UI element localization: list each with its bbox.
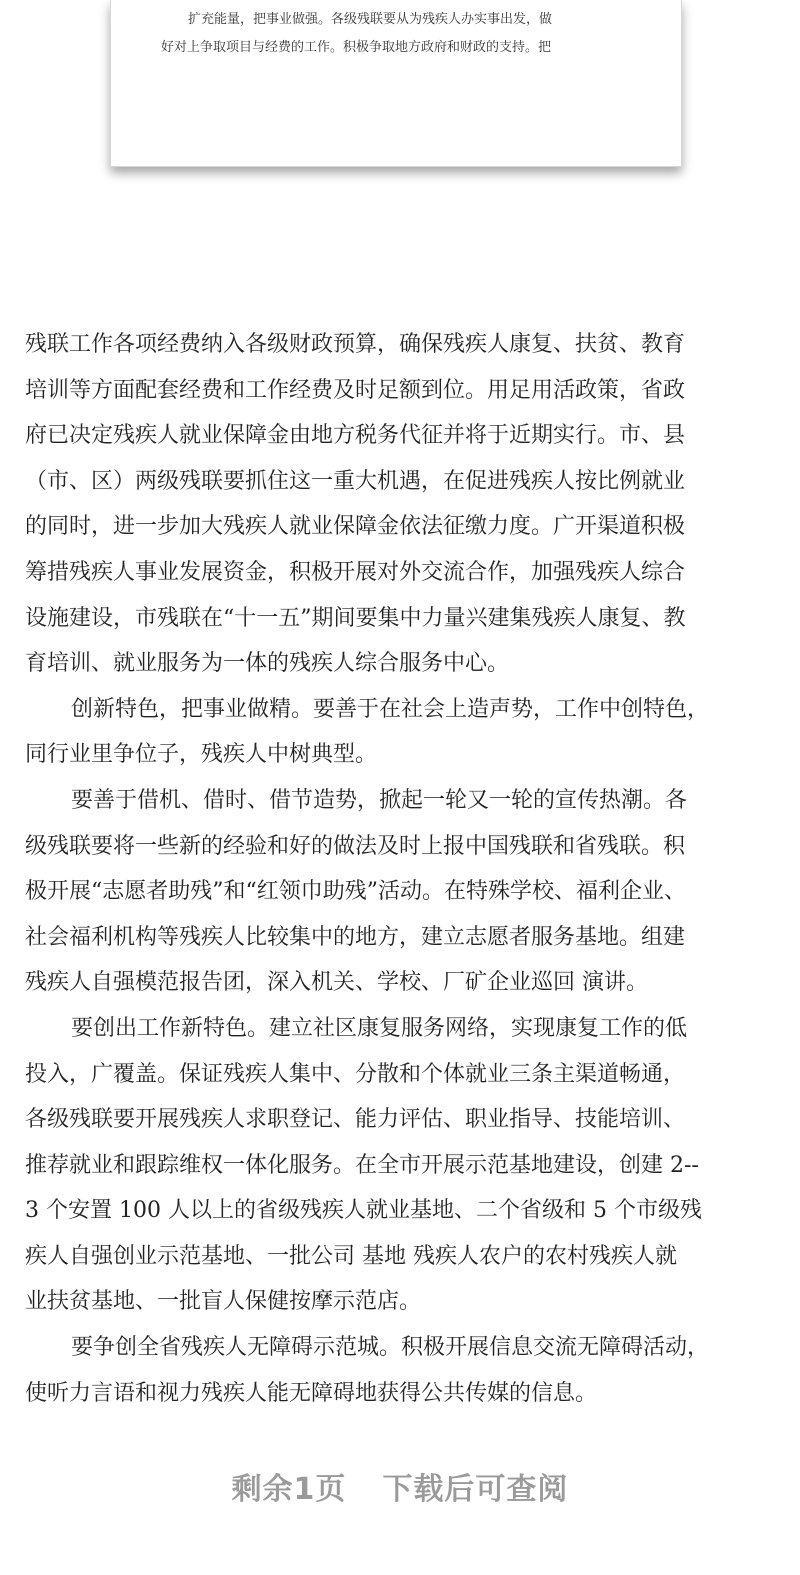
body-line: 培训等方面配套经费和工作经费及时足额到位。用足用活政策，省政 <box>25 377 686 403</box>
body-line: 筹措残疾人事业发展资金，积极开展对外交流合作，加强残疾人综合 <box>25 559 686 585</box>
body-line: （市、区）两级残联要抓住这一重大机遇，在促进残疾人按比例就业 <box>25 468 686 494</box>
preview-page-card <box>110 0 682 167</box>
body-line: 业扶贫基地、一批盲人保健按摩示范店。 <box>25 1289 422 1315</box>
download-to-view-text[interactable]: 下载后可查阅 <box>382 1472 569 1507</box>
body-line: 极开展“志愿者助残”和“红领巾助残”活动。在特殊学校、福利企业、 <box>25 879 686 905</box>
body-line: 推荐就业和跟踪维权一体化服务。在全市开展示范基地建设，创建 2-- <box>25 1152 699 1178</box>
download-prompt[interactable] <box>0 1464 800 1508</box>
body-line: 社会福利机构等残疾人比较集中的地方，建立志愿者服务基地。组建 <box>25 924 686 950</box>
body-line: 疾人自强创业示范基地、一批公司 基地 残疾人农户的农村残疾人就 <box>25 1243 677 1269</box>
body-line: 各级残联要开展残疾人求职登记、能力评估、职业指导、技能培训、 <box>25 1107 686 1133</box>
body-line: 3 个安置 100 人以上的省级残疾人就业基地、二个省级和 5 个市级残 <box>25 1198 702 1224</box>
body-line: 投入，广覆盖。保证残疾人集中、分散和个体就业三条主渠道畅通， <box>25 1061 686 1087</box>
remaining-pages-text: 剩余1页 <box>231 1472 347 1507</box>
body-line: 要创出工作新特色。建立社区康复服务网络，实现康复工作的低 <box>71 1015 688 1041</box>
body-line: 要争创全省残疾人无障碍示范城。积极开展信息交流无障碍活动， <box>71 1335 710 1361</box>
body-line: 府已决定残疾人就业保障金由地方税务代征并将于近期实行。市、县 <box>25 423 686 449</box>
document-body <box>25 322 785 1416</box>
body-line: 要善于借机、借时、借节造势，掀起一轮又一轮的宣传热潮。各 <box>71 787 688 813</box>
body-line: 育培训、就业服务为一体的残疾人综合服务中心。 <box>25 651 510 677</box>
body-line: 设施建设，市残联在“十一五”期间要集中力量兴建集残疾人康复、教 <box>25 605 686 631</box>
body-line: 残联工作各项经费纳入各级财政预算，确保残疾人康复、扶贫、教育 <box>25 332 686 357</box>
body-line: 级残联要将一些新的经验和好的做法及时上报中国残联和省残联。积 <box>25 833 686 859</box>
preview-line: 扩充能量，把事业做强。各级残联要从为残疾人办实事出发，做 <box>188 12 553 27</box>
preview-page-text <box>161 6 631 62</box>
body-line: 同行业里争位子，残疾人中树典型。 <box>25 742 378 768</box>
body-line: 残疾人自强模范报告团，深入机关、学校、厂矿企业巡回 演讲。 <box>25 970 648 996</box>
preview-line: 好对上争取项目与经费的工作。积极争取地方政府和财政的支持。把 <box>161 40 552 55</box>
body-line: 创新特色，把事业做精。要善于在社会上造声势，工作中创特色， <box>71 696 710 722</box>
body-line: 的同时，进一步加大残疾人就业保障金依法征缴力度。广开渠道积极 <box>25 514 686 540</box>
body-line: 使听力言语和视力残疾人能无障碍地获得公共传媒的信息。 <box>25 1380 598 1406</box>
